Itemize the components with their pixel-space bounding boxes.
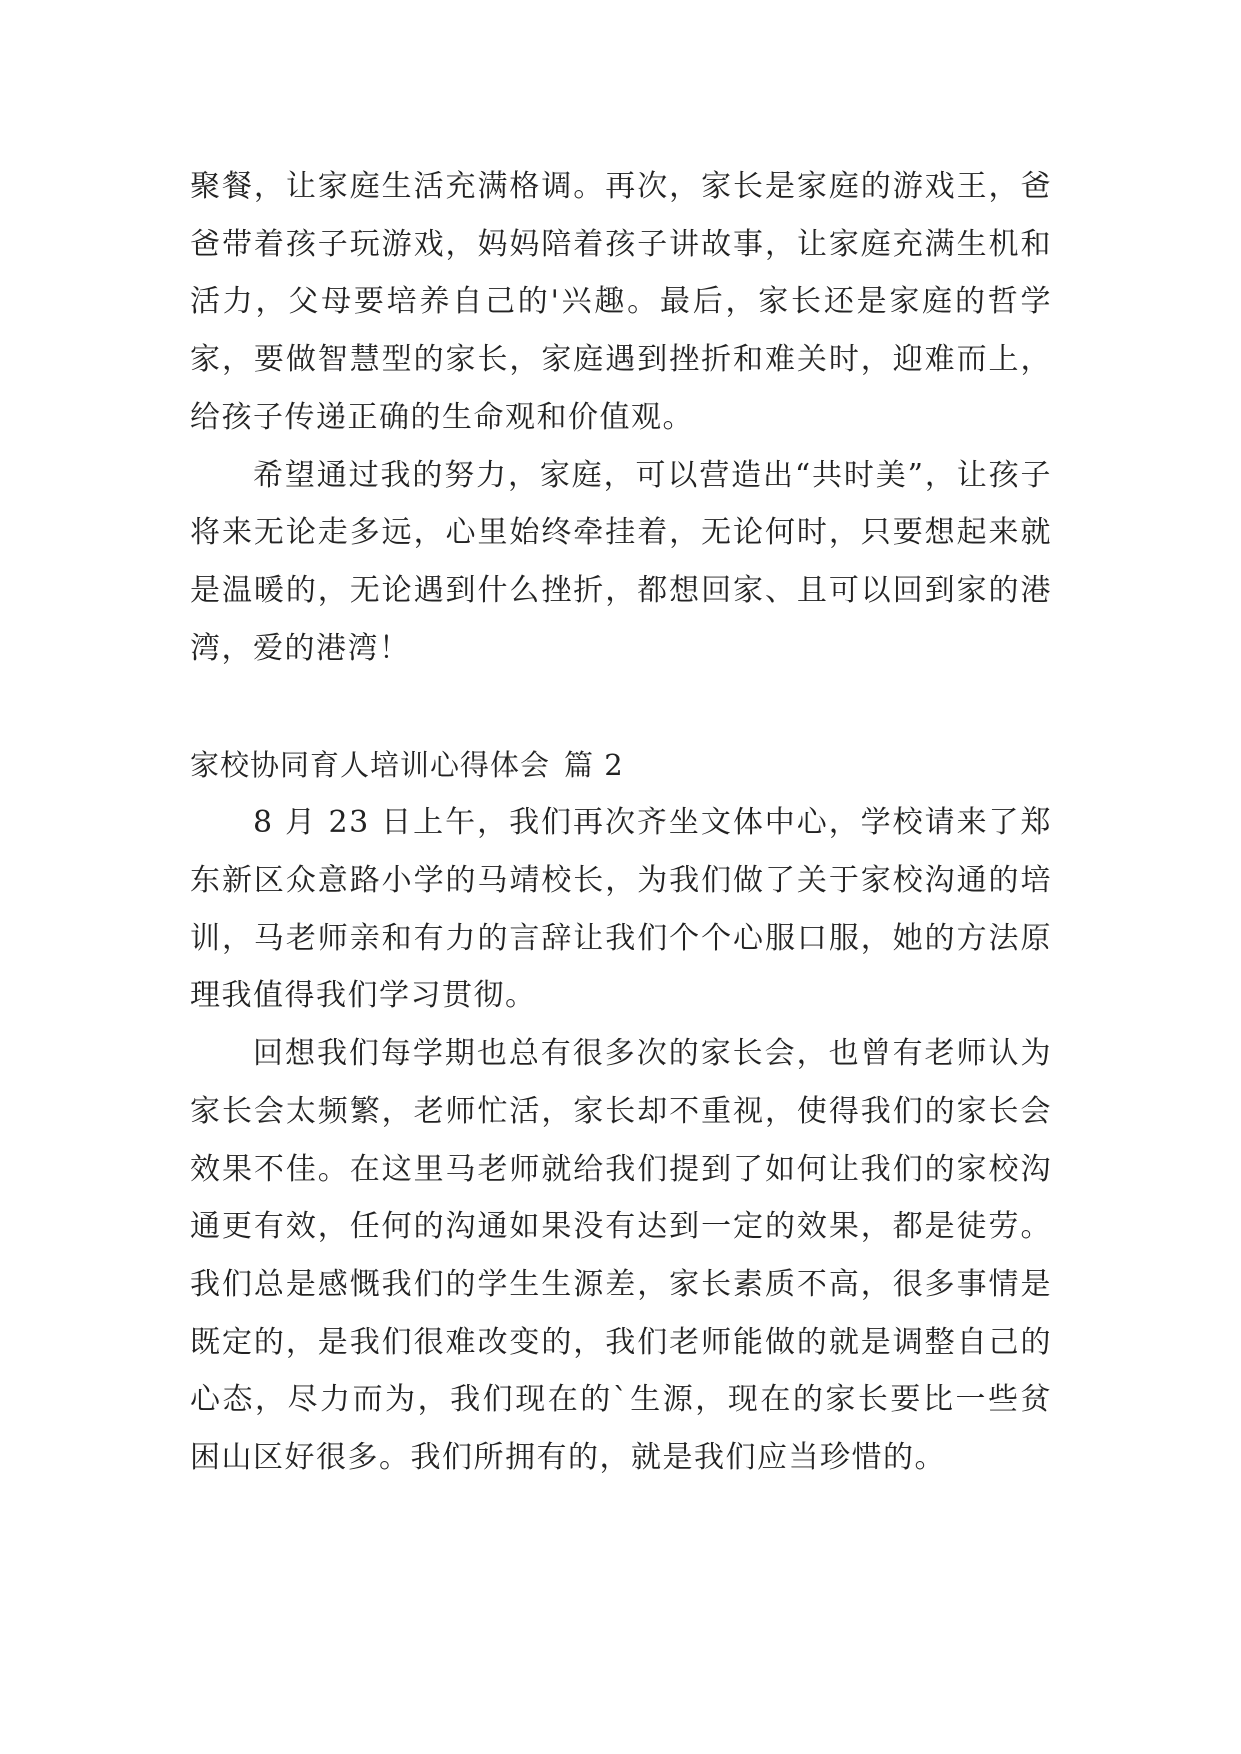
section-label: 篇 2	[564, 748, 624, 783]
document-page	[190, 158, 1052, 1487]
paragraph-parent-meetings: 回想我们每学期也总有很多次的家长会，也曾有老师认为家长会太频繁，老师忙活，家长却不重视，使得我们的家长会效果不佳。在这里马老师就给我们提到了如何让我们的家校沟通更有效，任何的沟通如果没有达到一定的效果，都是徒劳。我们总是感慨我们的学生生源差，家长素质不高，很多事情是既定的，是我们很难改变的，我们老师能做的就是调整自己的心态，尽力而为，我们现在的`生源，现在的家长要比一些贫困山区好很多。我们所拥有的，就是我们应当珍惜的。	[190, 1036, 1052, 1476]
paragraph-hope: 希望通过我的努力，家庭，可以营造出“共时美”，让孩子将来无论走多远，心里始终牵挂着，无论何时，只要想起来就是温暖的，无论遇到什么挫折，都想回家、且可以回到家的港湾，爱的港湾！	[190, 457, 1052, 666]
paragraph-family-roles: 聚餐，让家庭生活充满格调。再次，家长是家庭的游戏王，爸爸带着孩子玩游戏，妈妈陪着孩子讲故事，让家庭充满生机和活力，父母要培养自己的'兴趣。最后，家长还是家庭的哲学家，要做智慧型的家长，家庭遇到挫折和难关时，迎难而上，给孩子传递正确的生命观和价值观。	[190, 169, 1052, 435]
paragraph-training-intro: 8 月 23 日上午，我们再次齐坐文体中心，学校请来了郑东新区众意路小学的马靖校长，为我们做了关于家校沟通的培训，马老师亲和有力的言辞让我们个个心服口服，她的方法原理我值得我们学习贯彻。	[190, 805, 1052, 1014]
section-heading	[190, 737, 1052, 794]
section-title: 家校协同育人培训心得体会	[190, 748, 551, 783]
